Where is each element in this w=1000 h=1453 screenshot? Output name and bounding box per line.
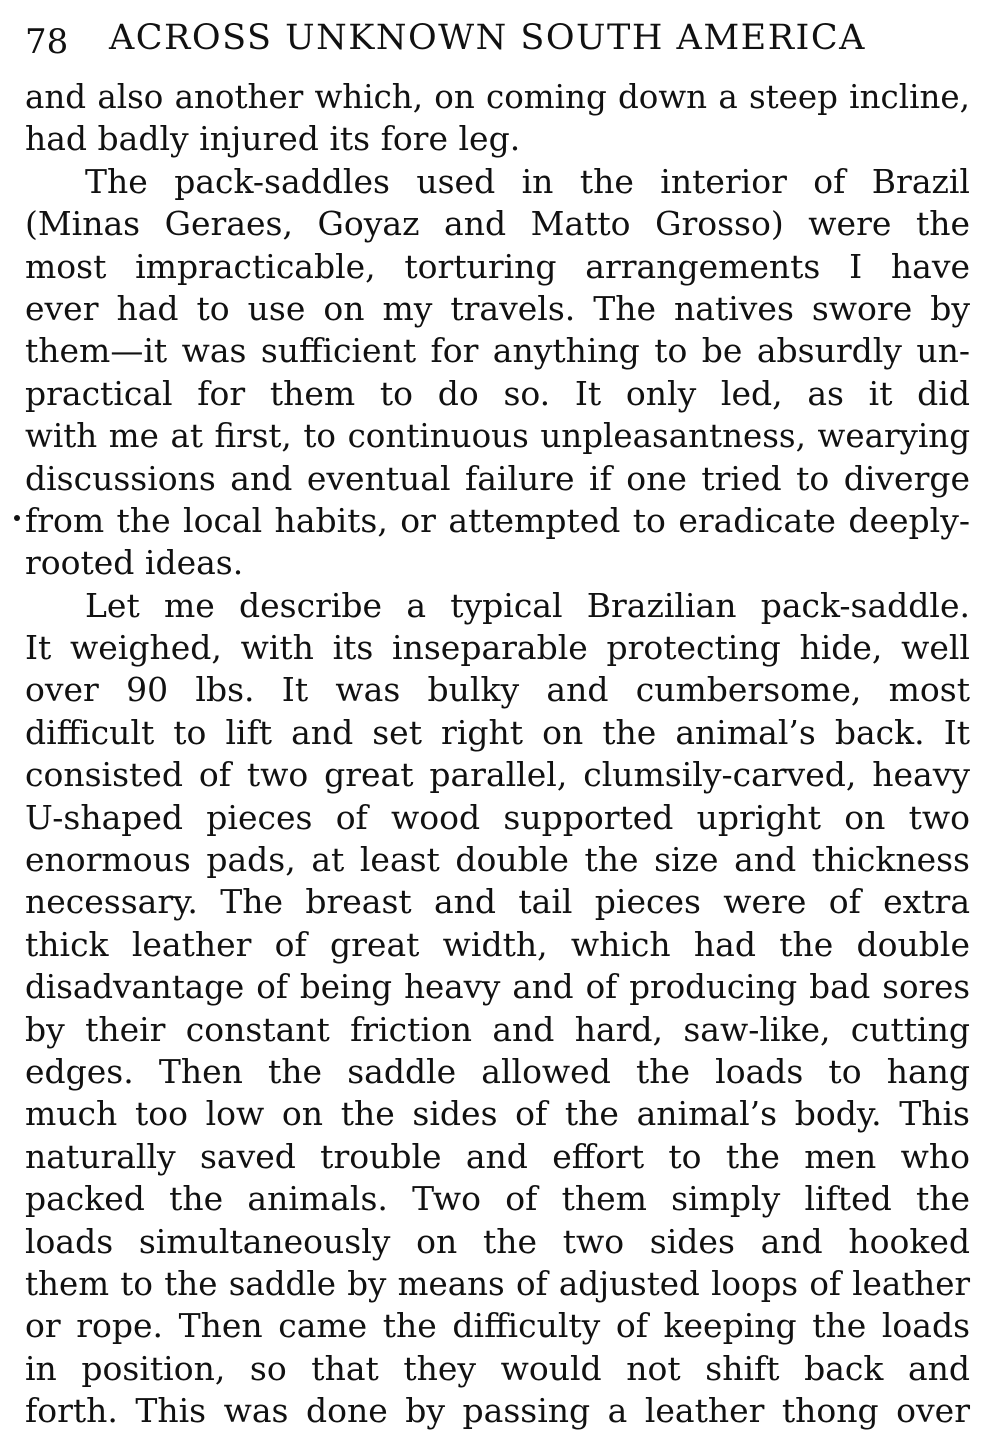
running-title: ACROSS UNKNOWN SOUTH AMERICA <box>109 18 866 58</box>
text-line: discussions and eventual failure if one tried to diverge <box>25 458 970 498</box>
text-line: in position, so that they would not shift back and <box>25 1348 970 1388</box>
text-line: them—it was sufficient for anything to be absurdly un- <box>25 331 970 371</box>
text-line: difficult to lift and set right on the animal’s back. It <box>25 712 970 752</box>
text-line: enormous pads, at least double the size and thickness <box>25 840 970 880</box>
text-line: practical for them to do so. It only led, as it did <box>25 373 970 413</box>
text-line: disadvantage of being heavy and of producing bad sores <box>25 968 970 1007</box>
text-line: rooted ideas. <box>25 543 244 583</box>
text-line: and also another which, on coming down a steep incline, <box>25 78 970 116</box>
text-line: forth. This was done by passing a leather thong over <box>25 1391 970 1431</box>
text-line: thick leather of great width, which had the double <box>25 924 970 964</box>
text-line: or rope. Then came the difficulty of keeping the loads <box>25 1306 970 1346</box>
text-line: U-shaped pieces of wood supported upright on two <box>25 797 970 837</box>
text-line: over 90 lbs. It was bulky and cumbersome, most <box>25 670 970 710</box>
text-line: much too low on the sides of the animal’s body. This <box>25 1094 970 1134</box>
text-line: consisted of two great parallel, clumsily-carved, heavy <box>25 755 970 795</box>
text-line: ever had to use on my travels. The natives swore by <box>25 288 970 328</box>
text-line: them to the saddle by means of adjusted loops of leather <box>25 1264 970 1303</box>
page-number: 78 <box>25 22 69 62</box>
text-line: loads simultaneously on the two sides and hooked <box>25 1221 970 1261</box>
text-line: had badly injured its fore leg. <box>25 119 521 159</box>
margin-dot-mark <box>14 515 20 521</box>
text-line: from the local habits, or attempted to eradicate deeply- <box>25 500 970 540</box>
text-line: necessary. The breast and tail pieces were of extra <box>25 882 970 922</box>
body-text <box>25 76 970 1433</box>
text-line: most impracticable, torturing arrangements I have <box>25 246 970 286</box>
page-header <box>25 14 970 62</box>
text-line: packed the animals. Two of them simply lifted the <box>25 1179 970 1219</box>
text-line: The pack-saddles used in the interior of Brazil <box>85 161 970 201</box>
text-line: Let me describe a typical Brazilian pack-saddle. <box>85 585 970 625</box>
text-line: edges. Then the saddle allowed the loads to hang <box>25 1051 970 1091</box>
text-line: It weighed, with its inseparable protecting hide, well <box>25 628 970 668</box>
text-line: by their constant friction and hard, saw-like, cutting <box>25 1009 970 1049</box>
text-line: naturally saved trouble and effort to the men who <box>25 1136 970 1176</box>
text-line: with me at first, to continuous unpleasantness, wearying <box>25 417 970 456</box>
text-line: (Minas Geraes, Goyaz and Matto Grosso) were the <box>25 204 970 244</box>
